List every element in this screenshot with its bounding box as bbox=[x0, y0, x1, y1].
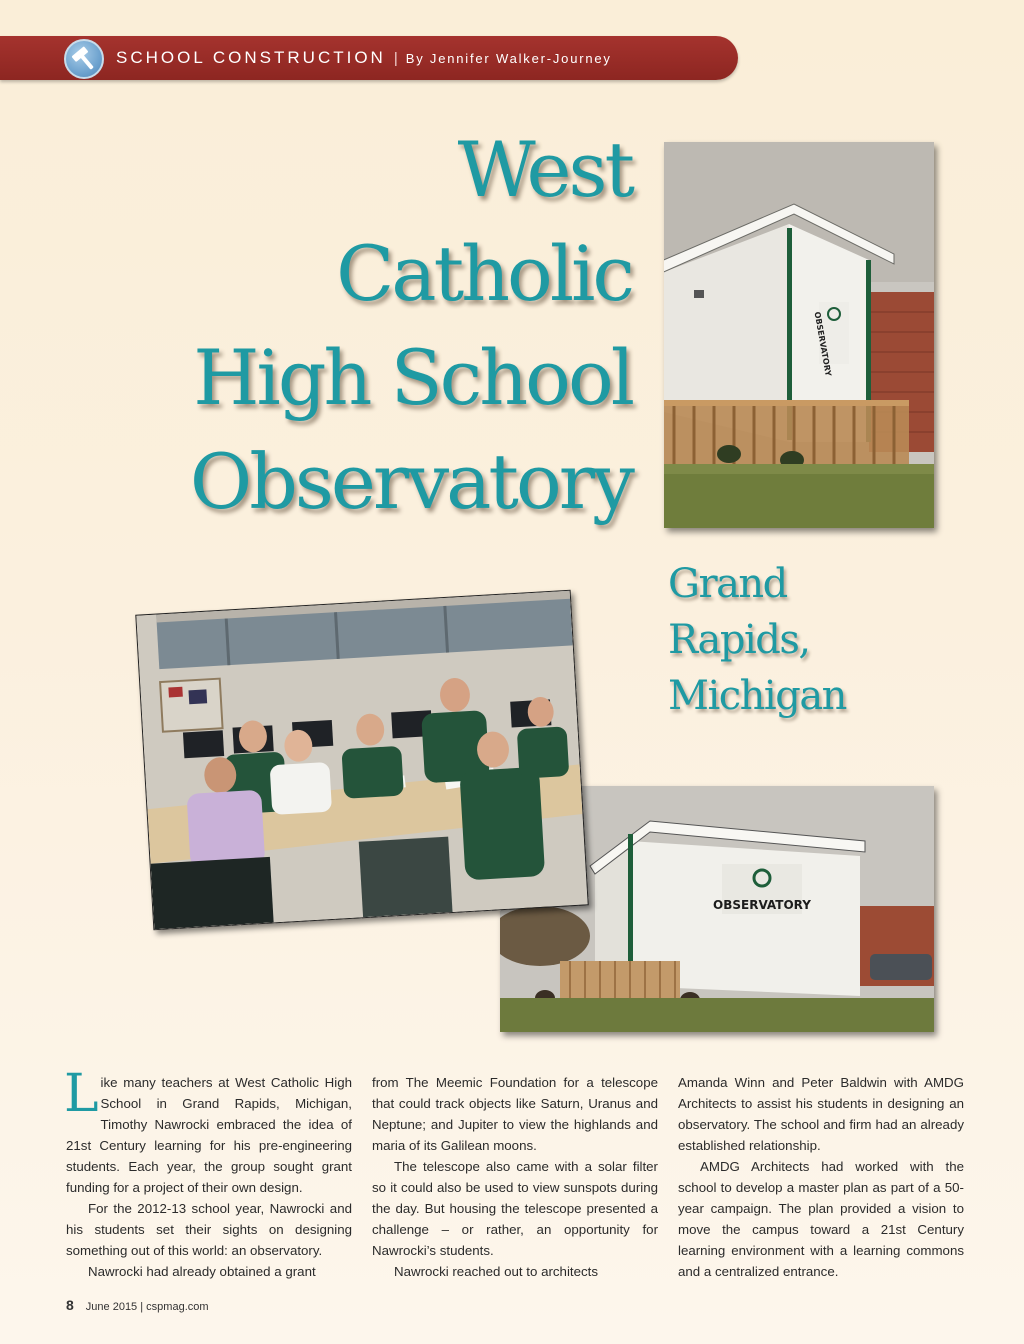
paragraph-2: For the 2012-13 school year, Nawrocki and his students set their sights on designing something out of this world: an observatory. bbox=[66, 1201, 352, 1258]
location-line-1: Grand bbox=[668, 561, 787, 607]
dropcap: L bbox=[64, 1064, 99, 1124]
location-line-2: Rapids, bbox=[668, 617, 810, 663]
page-footer bbox=[66, 1297, 209, 1313]
hammer-icon bbox=[64, 39, 104, 79]
paragraph-3-end: from The Meemic Foundation for a telescope that could track objects like Saturn, Uranus and Neptune; and Jupiter to view the highlands and maria of its Galilean moons. bbox=[372, 1075, 658, 1153]
paragraph-1 bbox=[64, 1064, 352, 1198]
paragraph-3-start: Nawrocki had already obtained a grant bbox=[88, 1264, 316, 1279]
banner-separator: | bbox=[393, 50, 398, 67]
paragraph-5-start: Nawrocki reached out to architects bbox=[394, 1264, 598, 1279]
footer-separator: | bbox=[140, 1301, 144, 1313]
page-number: 8 bbox=[66, 1297, 74, 1313]
paragraph-4: The telescope also came with a solar filter so it could also be used to view sunspots during the day. But housing the telescope presented a challenge – or rather, an opportunity for Nawrocki’s students. bbox=[372, 1159, 658, 1258]
paragraph-5-end: Amanda Winn and Peter Baldwin with AMDG Architects to assist his students in designing an observatory. The school and firm had an already established relationship. bbox=[678, 1075, 964, 1153]
article-column-3 bbox=[678, 1072, 964, 1282]
article-column-1 bbox=[64, 1064, 352, 1282]
title-line-4: Observatory bbox=[189, 437, 632, 526]
article-column-2 bbox=[372, 1072, 658, 1282]
top-photo-sign: OBSERVATORY bbox=[812, 311, 833, 377]
title-line-2: Catholic bbox=[336, 229, 632, 318]
paragraph-6: AMDG Architects had worked with the school to develop a master plan as part of a 50-year campaign. The plan provided a vision to move the campus toward a 21st Century learning environment with a learning commons and a centralized entrance. bbox=[678, 1159, 964, 1279]
article-title bbox=[40, 118, 632, 534]
section-label: SCHOOL CONSTRUCTION bbox=[116, 48, 386, 67]
bottom-photo-sign: OBSERVATORY bbox=[713, 898, 811, 912]
byline: By Jennifer Walker-Journey bbox=[405, 51, 612, 66]
article-location bbox=[668, 556, 968, 724]
location-line-3: Michigan bbox=[668, 673, 846, 719]
classroom-photo bbox=[135, 590, 588, 931]
issue-date: June 2015 bbox=[85, 1301, 138, 1313]
paragraph-1-text: ike many teachers at West Catholic High School in Grand Rapids, Michigan, Timothy Nawrocki embraced the idea of 21st Century learning for his pre-engineering students. Each year, the group sought grant funding for a project of their own design. bbox=[66, 1075, 352, 1195]
title-line-3: High School bbox=[193, 333, 632, 422]
observatory-photo-top bbox=[664, 142, 934, 528]
title-line-1: West bbox=[457, 125, 632, 214]
section-heading bbox=[116, 48, 612, 70]
site-url: cspmag.com bbox=[146, 1301, 209, 1313]
